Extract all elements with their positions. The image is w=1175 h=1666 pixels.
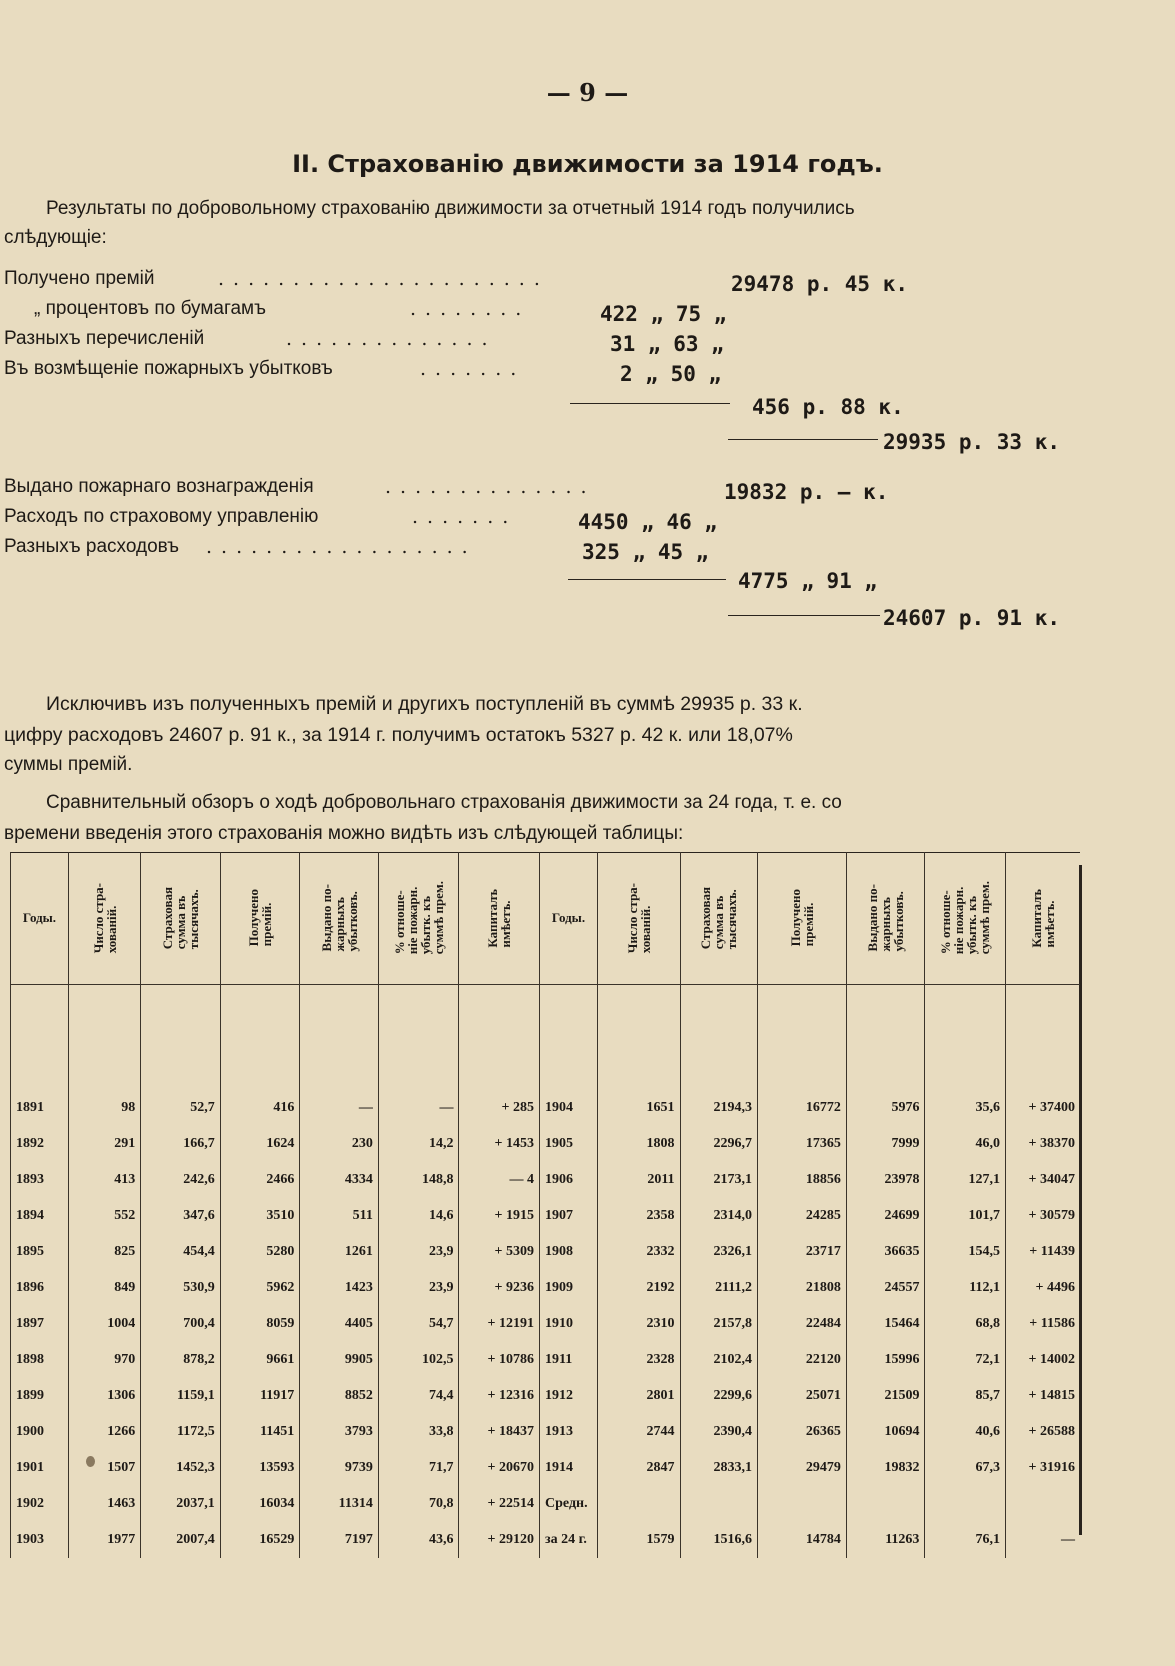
total-rule — [728, 615, 880, 616]
table-cell: + 26588 — [1006, 1414, 1080, 1450]
table-cell: 8059 — [220, 1306, 300, 1342]
table-cell: 1261 — [300, 1234, 379, 1270]
year-cell: 1900 — [11, 1414, 69, 1450]
table-cell: + 1915 — [459, 1198, 540, 1234]
table-cell: 46,0 — [925, 1126, 1006, 1162]
table-cell: + 30579 — [1006, 1198, 1080, 1234]
table-cell: 3510 — [220, 1198, 300, 1234]
table-cell: 849 — [68, 1270, 140, 1306]
table-cell: 5962 — [220, 1270, 300, 1306]
header-losses: Выдано по- жарныхъ убытковъ. — [300, 852, 379, 985]
conclusion-line-1: Исключивъ изъ полученныхъ премій и другихъ поступленій въ суммѣ 29935 р. 33 к. — [46, 693, 803, 715]
table-cell: + 14815 — [1006, 1378, 1080, 1414]
table-row — [11, 1522, 1081, 1558]
header-sum: Страховая сумма въ тысячахъ. — [141, 852, 221, 985]
table-cell: 1452,3 — [141, 1450, 221, 1486]
expense-amount-misc: 325 „ 45 „ — [582, 540, 709, 564]
expense-label-misc: Разныхъ расходовъ — [4, 536, 179, 557]
table-cell: 1306 — [68, 1378, 140, 1414]
subtotal-rule — [570, 403, 730, 404]
ink-blot — [86, 1456, 95, 1467]
year-cell: 1909 — [540, 1270, 598, 1306]
table-cell: 1516,6 — [680, 1522, 758, 1558]
expense-amount-fire: 19832 р. — к. — [724, 480, 889, 504]
table-cell: 16772 — [758, 1090, 847, 1126]
table-cell: + 29120 — [459, 1522, 540, 1558]
header-capital: Капиталъ имѣетъ. — [459, 852, 540, 985]
table-cell: 15996 — [846, 1342, 925, 1378]
table-row — [11, 1162, 1081, 1198]
table-cell: 23,9 — [378, 1234, 459, 1270]
table-cell: 9661 — [220, 1342, 300, 1378]
table-cell: 71,7 — [378, 1450, 459, 1486]
year-cell: 1903 — [11, 1522, 69, 1558]
table-cell: 54,7 — [378, 1306, 459, 1342]
subtotal-rule — [568, 579, 726, 580]
table-row — [11, 1090, 1081, 1126]
expense-amount-admin: 4450 „ 46 „ — [578, 510, 718, 534]
table-cell: 16529 — [220, 1522, 300, 1558]
table-cell: 416 — [220, 1090, 300, 1126]
income-total: 29935 р. 33 к. — [883, 430, 1061, 454]
table-cell: 1977 — [68, 1522, 140, 1558]
year-cell: 1895 — [11, 1234, 69, 1270]
table-cell: + 11586 — [1006, 1306, 1080, 1342]
year-cell: 1912 — [540, 1378, 598, 1414]
table-row — [11, 1198, 1081, 1234]
table-cell: 2194,3 — [680, 1090, 758, 1126]
table-cell: 154,5 — [925, 1234, 1006, 1270]
table-row — [11, 1306, 1081, 1342]
year-cell: 1907 — [540, 1198, 598, 1234]
income-amount-transfers: 31 „ 63 „ — [610, 332, 724, 356]
header-premiums: Получено премій. — [220, 852, 300, 985]
table-cell: 970 — [68, 1342, 140, 1378]
table-cell: 14,6 — [378, 1198, 459, 1234]
table-cell: 8852 — [300, 1378, 379, 1414]
year-cell: 1901 — [11, 1450, 69, 1486]
income-label-interest: „ процентовъ по бумагамъ — [34, 298, 266, 319]
table-cell: 5280 — [220, 1234, 300, 1270]
table-cell: 22120 — [758, 1342, 847, 1378]
income-amount-premiums: 29478 р. 45 к. — [731, 272, 909, 296]
table-cell: 29479 — [758, 1450, 847, 1486]
dot-leader: ....... — [412, 506, 518, 528]
header-years: Годы. — [540, 852, 598, 985]
table-cell: + 5309 — [459, 1234, 540, 1270]
table-cell: 11917 — [220, 1378, 300, 1414]
table-cell: 101,7 — [925, 1198, 1006, 1234]
table-cell: 21509 — [846, 1378, 925, 1414]
table-cell: 2111,2 — [680, 1270, 758, 1306]
year-cell: 1898 — [11, 1342, 69, 1378]
table-cell: 1579 — [597, 1522, 680, 1558]
year-cell: 1897 — [11, 1306, 69, 1342]
table-cell: + 14002 — [1006, 1342, 1080, 1378]
table-cell: 67,3 — [925, 1450, 1006, 1486]
intro-line-2: слѣдующіе: — [4, 227, 107, 248]
table-cell: 2326,1 — [680, 1234, 758, 1270]
dot-leader: .............. — [286, 328, 497, 350]
table-cell: 36635 — [846, 1234, 925, 1270]
table-cell: 1463 — [68, 1486, 140, 1522]
table-cell: — — [378, 1090, 459, 1126]
table-cell: 25071 — [758, 1378, 847, 1414]
table-cell: 2328 — [597, 1342, 680, 1378]
year-cell: 1913 — [540, 1414, 598, 1450]
year-cell: 1908 — [540, 1234, 598, 1270]
table-cell: 5976 — [846, 1090, 925, 1126]
table-cell: 112,1 — [925, 1270, 1006, 1306]
year-cell: за 24 г. — [540, 1522, 598, 1558]
table-cell: 2744 — [597, 1414, 680, 1450]
table-cell: 148,8 — [378, 1162, 459, 1198]
table-spacer-row — [11, 985, 1081, 1091]
table-cell: 230 — [300, 1126, 379, 1162]
table-row — [11, 1378, 1081, 1414]
table-cell: 2007,4 — [141, 1522, 221, 1558]
expense-label-admin: Расходъ по страховому управленію — [4, 506, 319, 527]
header-capital: Капиталъ имѣетъ. — [1006, 852, 1080, 985]
table-cell: 2801 — [597, 1378, 680, 1414]
table-cell: + 9236 — [459, 1270, 540, 1306]
table-cell: 2157,8 — [680, 1306, 758, 1342]
table-cell: + 37400 — [1006, 1090, 1080, 1126]
table-cell: 10694 — [846, 1414, 925, 1450]
table-cell: 825 — [68, 1234, 140, 1270]
table-cell: 14784 — [758, 1522, 847, 1558]
table-cell: 33,8 — [378, 1414, 459, 1450]
table-cell: 2011 — [597, 1162, 680, 1198]
year-cell: 1905 — [540, 1126, 598, 1162]
table-cell: 1266 — [68, 1414, 140, 1450]
year-cell: 1904 — [540, 1090, 598, 1126]
table-cell: — — [1006, 1522, 1080, 1558]
header-ratio: % отноше- ніе пожарн. убытк. къ суммѣ прем. — [925, 852, 1006, 985]
table-cell: 17365 — [758, 1126, 847, 1162]
header-years: Годы. — [11, 852, 69, 985]
conclusion-line-2: цифру расходовъ 24607 р. 91 к., за 1914 г. получимъ остатокъ 5327 р. 42 к. или 18,07% — [4, 724, 793, 746]
income-subtotal: 456 р. 88 к. — [752, 395, 904, 419]
year-cell: 1891 — [11, 1090, 69, 1126]
table-cell: 4405 — [300, 1306, 379, 1342]
table-cell: 102,5 — [378, 1342, 459, 1378]
dot-leader: ........ — [410, 298, 531, 320]
table-cell: 4334 — [300, 1162, 379, 1198]
income-label-premiums: Получено премій — [4, 268, 155, 289]
table-cell: 23717 — [758, 1234, 847, 1270]
table-cell: 1159,1 — [141, 1378, 221, 1414]
header-losses: Выдано по- жарныхъ убытковъ. — [846, 852, 925, 985]
table-cell: + 10786 — [459, 1342, 540, 1378]
table-cell: 242,6 — [141, 1162, 221, 1198]
table-cell: 1808 — [597, 1126, 680, 1162]
table-cell: 40,6 — [925, 1414, 1006, 1450]
year-cell: 1894 — [11, 1198, 69, 1234]
table-cell — [597, 1486, 680, 1522]
table-cell: 878,2 — [141, 1342, 221, 1378]
header-premiums: Получено премій. — [758, 852, 847, 985]
table-row — [11, 1414, 1081, 1450]
table-cell: + 11439 — [1006, 1234, 1080, 1270]
table-cell: 127,1 — [925, 1162, 1006, 1198]
table-cell: 552 — [68, 1198, 140, 1234]
year-cell: 1914 — [540, 1450, 598, 1486]
table-cell: 413 — [68, 1162, 140, 1198]
table-cell: 19832 — [846, 1450, 925, 1486]
table-cell: 11263 — [846, 1522, 925, 1558]
year-cell: 1910 — [540, 1306, 598, 1342]
table-cell: + 38370 — [1006, 1126, 1080, 1162]
table-cell: + 20670 — [459, 1450, 540, 1486]
table-cell: 7197 — [300, 1522, 379, 1558]
table-row — [11, 1450, 1081, 1486]
table-cell: 1004 — [68, 1306, 140, 1342]
table-cell: + 22514 — [459, 1486, 540, 1522]
table-cell: 72,1 — [925, 1342, 1006, 1378]
table-cell: 21808 — [758, 1270, 847, 1306]
table-cell: 2833,1 — [680, 1450, 758, 1486]
table-cell: 85,7 — [925, 1378, 1006, 1414]
header-count: Число стра- хованій. — [597, 852, 680, 985]
dot-leader: ...................... — [218, 268, 549, 290]
table-cell: 22484 — [758, 1306, 847, 1342]
table-cell: 2299,6 — [680, 1378, 758, 1414]
table-cell: 43,6 — [378, 1522, 459, 1558]
table-cell: 3793 — [300, 1414, 379, 1450]
table-cell: 23,9 — [378, 1270, 459, 1306]
table-cell: + 34047 — [1006, 1162, 1080, 1198]
dot-leader: .............. — [385, 476, 596, 498]
year-cell: 1899 — [11, 1378, 69, 1414]
table-cell: 24285 — [758, 1198, 847, 1234]
table-cell: 35,6 — [925, 1090, 1006, 1126]
dot-leader: .................. — [206, 536, 477, 558]
year-cell: 1911 — [540, 1342, 598, 1378]
table-cell: 7999 — [846, 1126, 925, 1162]
expense-label-fire: Выдано пожарнаго вознагражденія — [4, 476, 314, 497]
year-cell: 1892 — [11, 1126, 69, 1162]
table-cell: 23978 — [846, 1162, 925, 1198]
income-label-transfers: Разныхъ перечисленій — [4, 328, 205, 349]
table-cell: 14,2 — [378, 1126, 459, 1162]
conclusion-line-3: суммы премій. — [4, 754, 133, 775]
header-count: Число стра- хованій. — [68, 852, 140, 985]
total-rule — [728, 439, 878, 440]
section-heading: II. Страхованію движимости за 1914 годъ. — [292, 150, 883, 178]
table-cell: 2310 — [597, 1306, 680, 1342]
table-cell: — 4 — [459, 1162, 540, 1198]
table-cell: 76,1 — [925, 1522, 1006, 1558]
table-cell — [846, 1486, 925, 1522]
intro-line-1: Результаты по добровольному страхованію движимости за отчетный 1914 годъ получились — [46, 198, 855, 219]
table-cell: 11451 — [220, 1414, 300, 1450]
table-cell: 16034 — [220, 1486, 300, 1522]
table-cell: + 1453 — [459, 1126, 540, 1162]
table-cell: + 12191 — [459, 1306, 540, 1342]
expense-subtotal: 4775 „ 91 „ — [738, 569, 878, 593]
table-cell: 291 — [68, 1126, 140, 1162]
year-cell: 1906 — [540, 1162, 598, 1198]
table-cell: 1423 — [300, 1270, 379, 1306]
table-row — [11, 1342, 1081, 1378]
table-cell: 9905 — [300, 1342, 379, 1378]
header-sum: Страховая сумма въ тысячахъ. — [680, 852, 758, 985]
table-cell: + 285 — [459, 1090, 540, 1126]
table-cell: 530,9 — [141, 1270, 221, 1306]
year-cell: 1902 — [11, 1486, 69, 1522]
table-cell: 2466 — [220, 1162, 300, 1198]
table-cell: 2314,0 — [680, 1198, 758, 1234]
table-cell: 15464 — [846, 1306, 925, 1342]
table-row — [11, 1126, 1081, 1162]
table-cell: 2847 — [597, 1450, 680, 1486]
table-cell — [680, 1486, 758, 1522]
table-cell: 74,4 — [378, 1378, 459, 1414]
table-cell: 166,7 — [141, 1126, 221, 1162]
income-amount-interest: 422 „ 75 „ — [600, 302, 727, 326]
table-cell: 1651 — [597, 1090, 680, 1126]
comparison-line-2: времени введенія этого страхованія можно видѣть изъ слѣдующей таблицы: — [4, 823, 684, 844]
table-cell: 2332 — [597, 1234, 680, 1270]
table-cell — [1006, 1486, 1080, 1522]
table-cell: 2102,4 — [680, 1342, 758, 1378]
comparison-line-1: Сравнительный обзоръ о ходѣ добровольнаго страхованія движимости за 24 года, т. е. со — [46, 792, 842, 813]
table-cell: 1624 — [220, 1126, 300, 1162]
table-cell: + 4496 — [1006, 1270, 1080, 1306]
statistics-table — [10, 852, 1080, 1558]
income-label-compensation: Въ возмѣщеніе пожарныхъ убытковъ — [4, 358, 333, 379]
year-cell: Средн. — [540, 1486, 598, 1522]
table-cell: 26365 — [758, 1414, 847, 1450]
table-cell: 2296,7 — [680, 1126, 758, 1162]
table-cell: 24699 — [846, 1198, 925, 1234]
table-cell: + 12316 — [459, 1378, 540, 1414]
dot-leader: ....... — [420, 358, 526, 380]
table-cell: 1172,5 — [141, 1414, 221, 1450]
table-cell: — — [300, 1090, 379, 1126]
table-cell: 11314 — [300, 1486, 379, 1522]
table-cell: 68,8 — [925, 1306, 1006, 1342]
year-cell: 1896 — [11, 1270, 69, 1306]
table-row — [11, 1234, 1081, 1270]
table-cell: + 18437 — [459, 1414, 540, 1450]
table-cell — [758, 1486, 847, 1522]
table-row — [11, 1486, 1081, 1522]
table-cell: 2037,1 — [141, 1486, 221, 1522]
page-number: — 9 — — [546, 78, 629, 107]
table-cell: 2173,1 — [680, 1162, 758, 1198]
table-cell: 9739 — [300, 1450, 379, 1486]
table-cell: 2390,4 — [680, 1414, 758, 1450]
table-cell: + 31916 — [1006, 1450, 1080, 1486]
table-cell: 2192 — [597, 1270, 680, 1306]
table-cell: 18856 — [758, 1162, 847, 1198]
table-cell: 511 — [300, 1198, 379, 1234]
year-cell: 1893 — [11, 1162, 69, 1198]
table-cell: 13593 — [220, 1450, 300, 1486]
table-header-row — [11, 852, 1081, 985]
table-row — [11, 1270, 1081, 1306]
table-cell: 700,4 — [141, 1306, 221, 1342]
table-cell: 52,7 — [141, 1090, 221, 1126]
table-cell: 454,4 — [141, 1234, 221, 1270]
expense-total: 24607 р. 91 к. — [883, 606, 1061, 630]
header-ratio: % отноше- ніе пожарн. убытк. къ суммѣ прем. — [378, 852, 459, 985]
table-cell: 1507 — [68, 1450, 140, 1486]
income-amount-compensation: 2 „ 50 „ — [620, 362, 722, 386]
table-cell: 98 — [68, 1090, 140, 1126]
table-cell: 70,8 — [378, 1486, 459, 1522]
table-cell: 347,6 — [141, 1198, 221, 1234]
table-cell: 24557 — [846, 1270, 925, 1306]
table-cell: 2358 — [597, 1198, 680, 1234]
table-cell — [925, 1486, 1006, 1522]
